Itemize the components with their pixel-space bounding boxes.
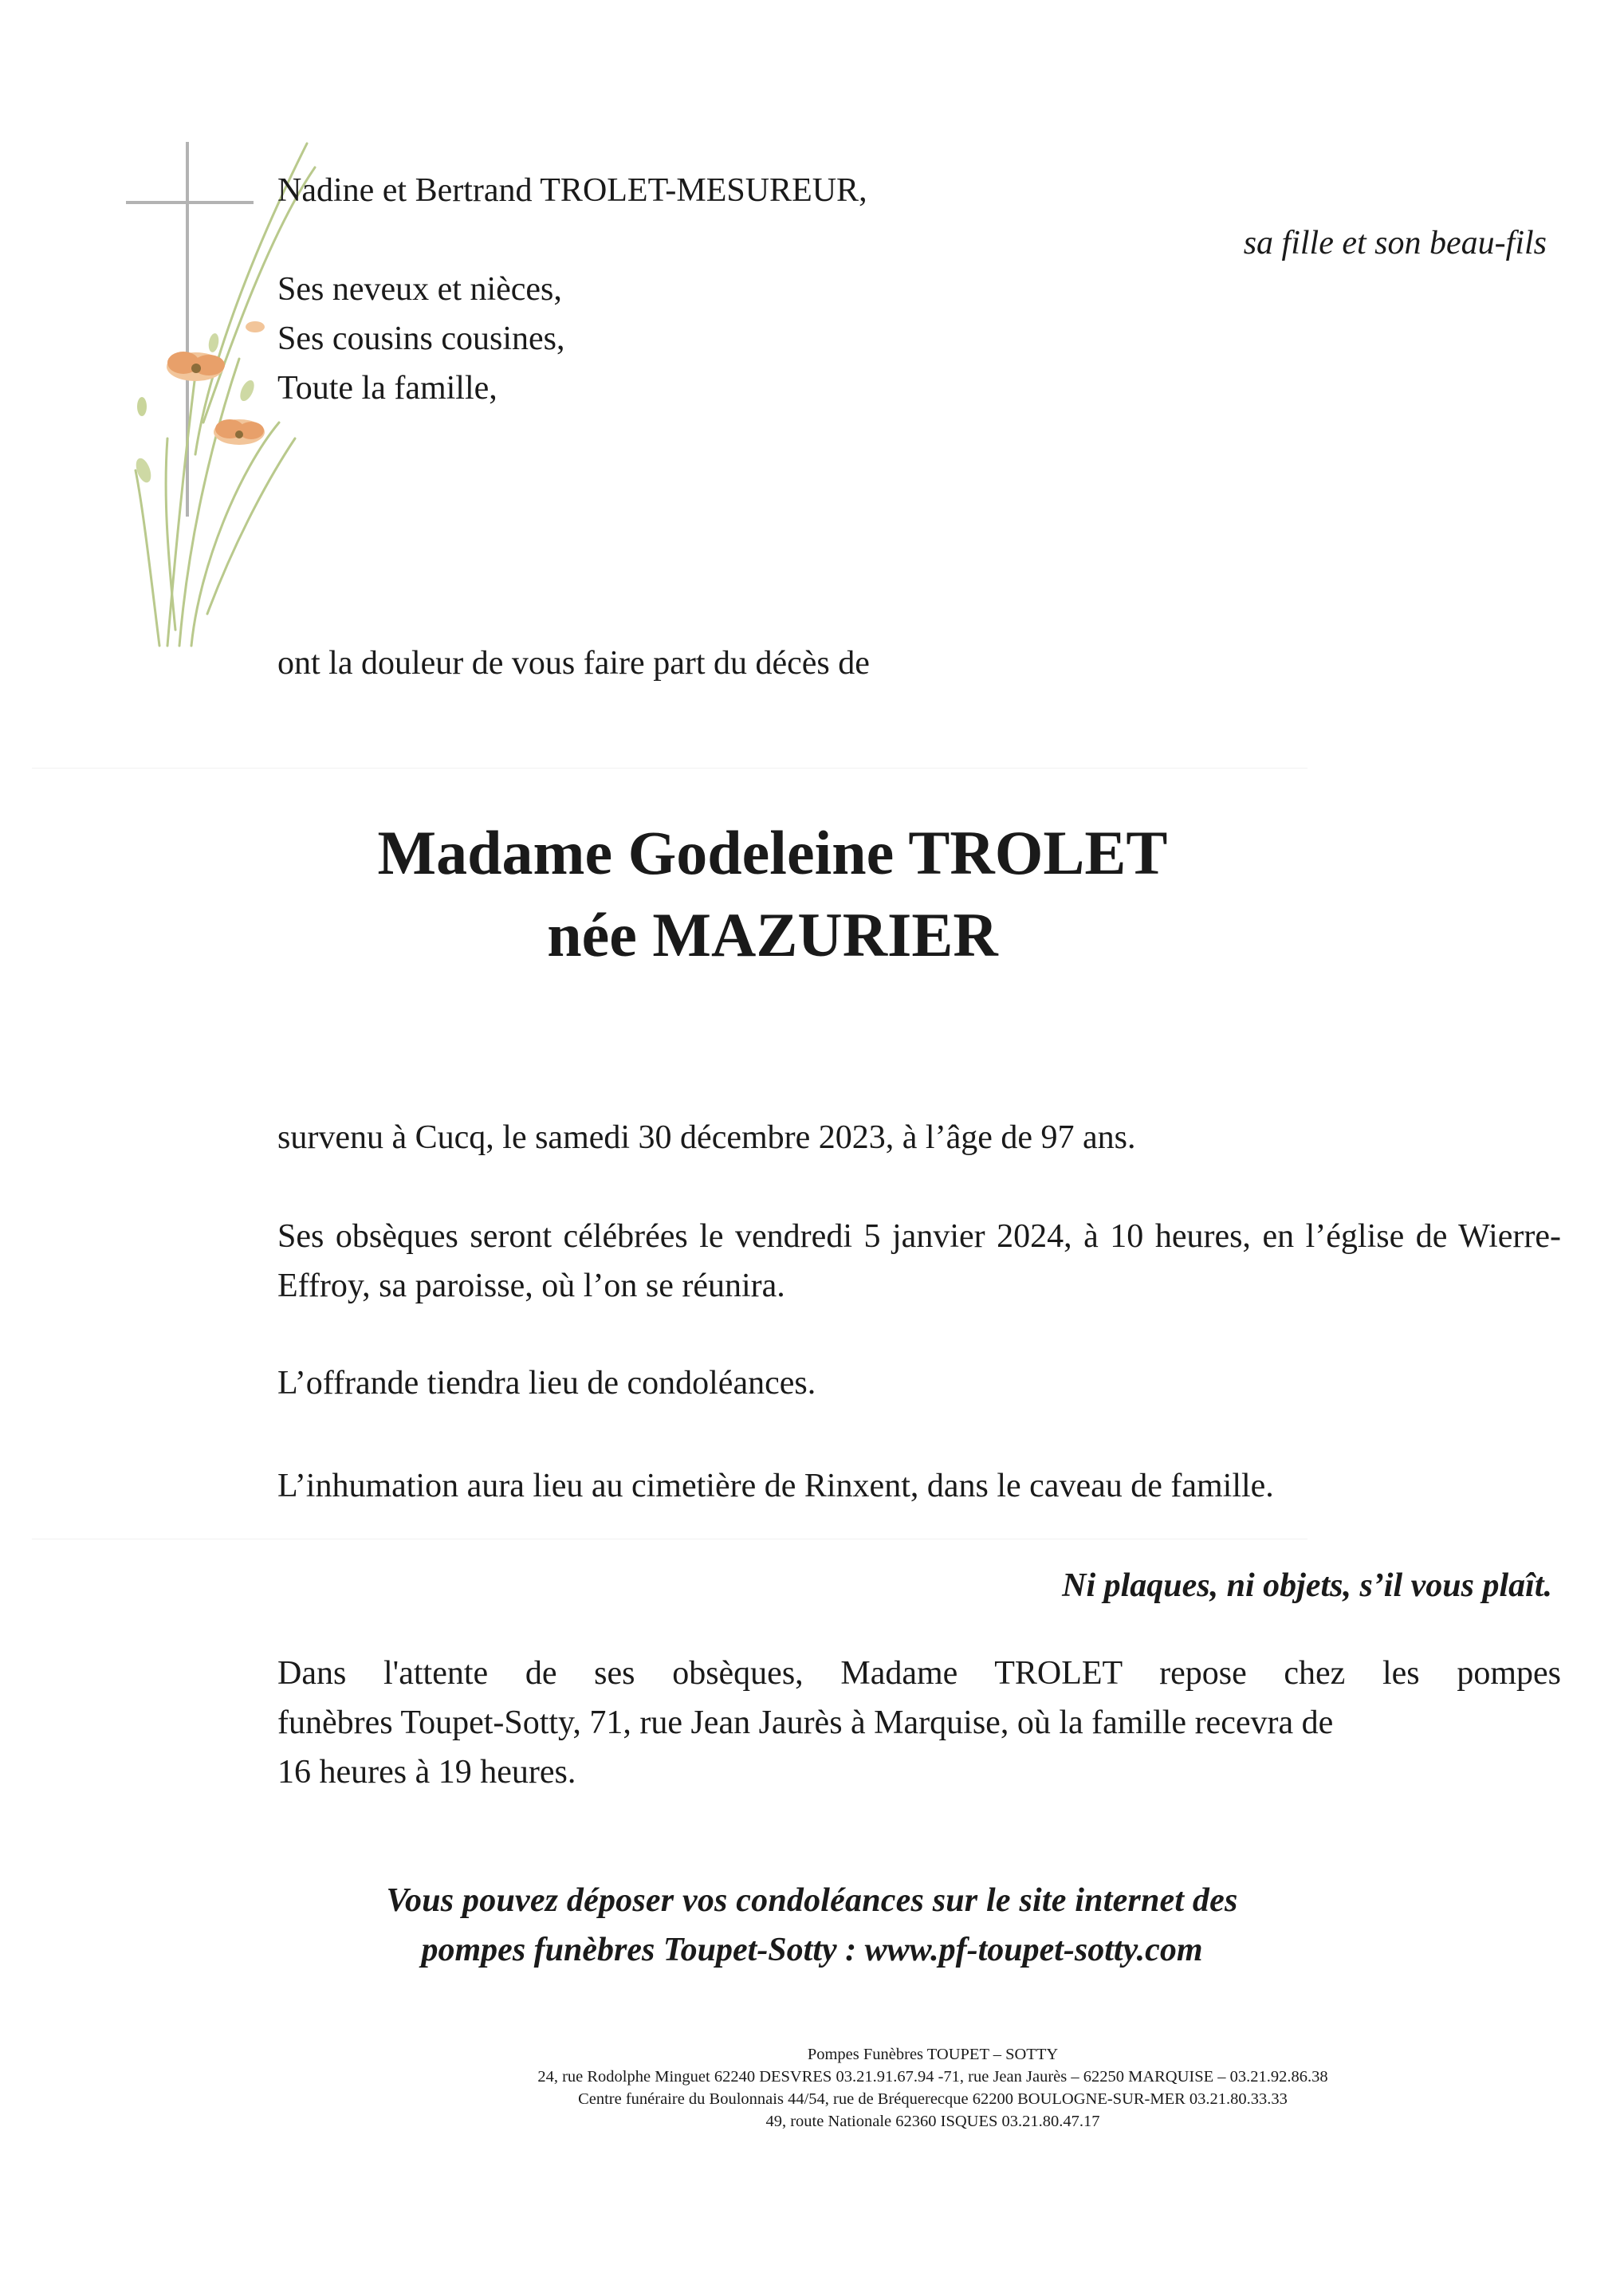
family-line-cousins: Ses cousins cousines, <box>277 320 565 357</box>
family-line-nephews: Ses neveux et nièces, <box>277 271 562 308</box>
rest-line-1: Dans l'attente de ses obsèques, Madame TROLET repose chez les pompes <box>277 1655 1561 1692</box>
deceased-maiden-name: née MAZURIER <box>547 900 998 969</box>
death-details: survenu à Cucq, le samedi 30 décembre 2023, à l’âge de 97 ans. <box>277 1119 1136 1156</box>
footer-company: Pompes Funèbres TOUPET – SOTTY <box>807 2046 1059 2063</box>
footer-address-1: 24, rue Rodolphe Minguet 62240 DESVRES 03.21.91.67.94 -71, rue Jean Jaurès – 62250 MARQUISE – 03.21.92.86.38 <box>537 2068 1328 2086</box>
rest-line-2: funèbres Toupet-Sotty, 71, rue Jean Jaurès à Marquise, où la famille recevra de <box>277 1704 1334 1741</box>
faint-divider-top <box>32 768 1307 769</box>
footer-address-3: 49, route Nationale 62360 ISQUES 03.21.80.47.17 <box>765 2113 1100 2130</box>
family-relation: sa fille et son beau-fils <box>1243 225 1547 261</box>
rest-line-3: 16 heures à 19 heures. <box>277 1754 576 1791</box>
no-plaques-note: Ni plaques, ni objets, s’il vous plaît. <box>1062 1567 1552 1604</box>
deceased-name: Madame Godeleine TROLET <box>377 818 1168 887</box>
announcement: ont la douleur de vous faire part du décès de <box>277 645 870 682</box>
condolences-line-1: Vous pouvez déposer vos condoléances sur le site internet des <box>386 1882 1238 1919</box>
offering-note: L’offrande tiendra lieu de condoléances. <box>277 1365 816 1402</box>
funeral-details: Ses obsèques seront célébrées le vendredi 5 janvier 2024, à 10 heures, en l’église de Wierre-Effroy, sa paroisse, où l’on se réunira. <box>277 1218 1561 1304</box>
footer-address-2: Centre funéraire du Boulonnais 44/54, rue de Bréquerecque 62200 BOULOGNE-SUR-MER 03.21.80.33.33 <box>578 2090 1288 2108</box>
condolences-line-2: pompes funèbres Toupet-Sotty : www.pf-toupet-sotty.com <box>421 1932 1203 1968</box>
burial-details: L’inhumation aura lieu au cimetière de Rinxent, dans le caveau de famille. <box>277 1468 1274 1504</box>
family-line-all: Toute la famille, <box>277 370 497 407</box>
family-first-line: Nadine et Bertrand TROLET-MESUREUR, <box>277 172 867 209</box>
